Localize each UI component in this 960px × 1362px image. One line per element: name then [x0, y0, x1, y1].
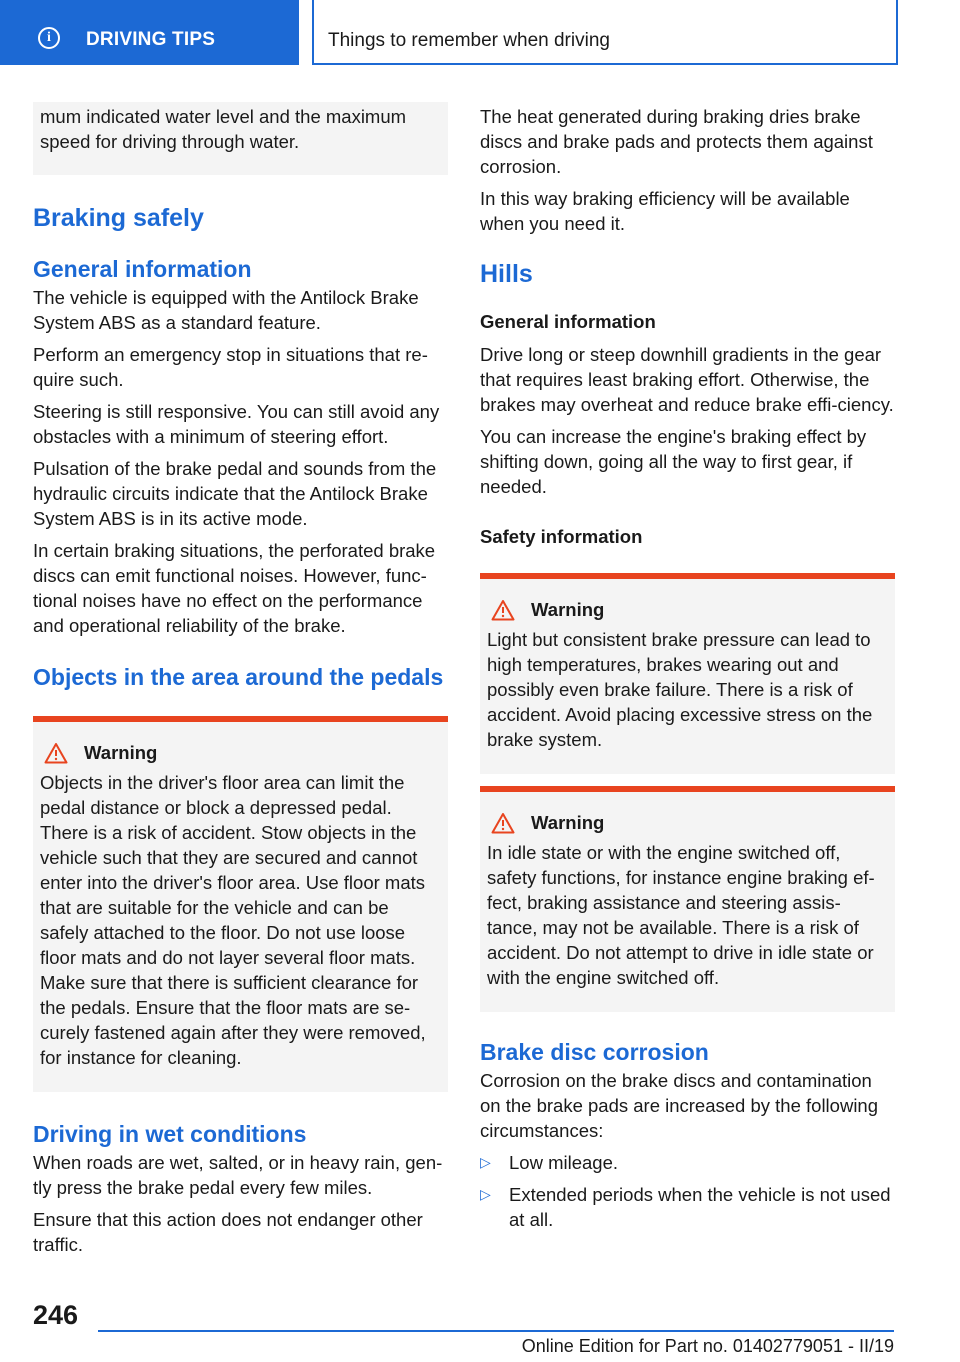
paragraph: When roads are wet, salted, or in heavy rain, gen‐tly press the brake pedal every few miles.: [33, 1152, 443, 1198]
list-item-text: Extended periods when the vehicle is not used at all.: [509, 1184, 891, 1230]
list-item-text: Low mileage.: [509, 1152, 619, 1173]
warning-title: Warning: [531, 812, 605, 833]
paragraph: In this way braking efficiency will be available when you need it.: [480, 188, 850, 234]
page-title: Things to remember when driving: [328, 30, 610, 51]
warning-box: [480, 786, 895, 1012]
heading-safety-information: Safety information: [480, 526, 643, 547]
section-tab: [0, 0, 299, 65]
warning-title: Warning: [531, 599, 605, 620]
paragraph: Steering is still responsive. You can still avoid any obstacles with a minimum of steering effort.: [33, 401, 440, 447]
paragraph: Ensure that this action does not endanger other traffic.: [33, 1209, 423, 1255]
heading-braking-safely: Braking safely: [33, 204, 204, 232]
page-number: 246: [33, 1300, 79, 1330]
paragraph: The heat generated during braking dries brake discs and brake pads and protects them against corrosion.: [480, 106, 873, 177]
warning-header: [487, 812, 888, 834]
warning-text: Light but consistent brake pressure can lead to high temperatures, brakes wearing out and possibly even brake failure. There is a risk of accident. Avoid placing excessive stress on the brake system.: [487, 629, 873, 750]
heading-driving-wet-conditions: Driving in wet conditions: [33, 1121, 307, 1147]
warning-box: [33, 716, 448, 1092]
paragraph: In certain braking situations, the perforated brake discs can emit functional noises. However, func‐tional noises have no effect on the performance and operational reliability of the brake.: [33, 540, 436, 636]
paragraph: You can increase the engine's braking effect by shifting down, going all the way to first gear, if needed.: [480, 426, 867, 497]
paragraph: Drive long or steep downhill gradients in the gear that requires least braking effort. Otherwise, the brakes may overheat and reduce brake effi‐ciency.: [480, 344, 894, 415]
continued-note-box: [33, 102, 448, 175]
paragraph: Perform an emergency stop in situations that re‐quire such.: [33, 344, 428, 390]
list-item: [480, 1182, 895, 1232]
heading-objects-around-pedals: Objects in the area around the pedals: [33, 664, 444, 690]
right-column: [480, 102, 895, 1232]
bullet-triangle-icon: ▷: [480, 1186, 491, 1202]
bullet-triangle-icon: ▷: [480, 1154, 491, 1170]
warning-box: [480, 573, 895, 774]
paragraph: The vehicle is equipped with the Antilock Brake System ABS as a standard feature.: [33, 287, 419, 333]
paragraph: Pulsation of the brake pedal and sounds from the hydraulic circuits indicate that the Antilock Brake System ABS is in its active mode.: [33, 458, 437, 529]
warning-text: Objects in the driver's floor area can limit the pedal distance or block a depressed pedal. There is a risk of accident. Stow objects in the vehicle such that they are secured and cannot enter into the driver's floor area. Use floor mats that are suitable for the vehicle and can be safely attached to the floor. Do not use loose floor mats and do not layer several floor mats. Make sure that there is sufficient clearance for the pedals. Ensure that the floor mats are se‐curely fastened again after they were removed, for instance for cleaning.: [40, 772, 426, 1068]
warning-header: [487, 599, 888, 621]
heading-general-information: General information: [480, 311, 656, 332]
continued-note-text: mum indicated water level and the maximum speed for driving through water.: [40, 106, 407, 152]
edition-note: Online Edition for Part no. 01402779051 - II/19: [521, 1336, 894, 1356]
footer-divider: [98, 1330, 894, 1332]
warning-triangle-icon: [44, 742, 68, 764]
heading-hills: Hills: [480, 260, 533, 288]
section-tab-label: DRIVING TIPS: [86, 29, 216, 50]
warning-text: In idle state or with the engine switched off, safety functions, for instance engine braking ef‐fect, braking assistance and steering assis‐tance, may not be available. There is a risk of accident. Do not attempt to drive in idle state or with the engine switched off.: [487, 842, 875, 988]
heading-brake-disc-corrosion: Brake disc corrosion: [480, 1039, 709, 1065]
heading-general-information: General information: [33, 256, 252, 282]
warning-triangle-icon: [491, 599, 515, 621]
warning-triangle-icon: [491, 812, 515, 834]
left-column: [33, 102, 448, 1257]
warning-header: [40, 742, 441, 764]
paragraph: Corrosion on the brake discs and contamination on the brake pads are increased by the following circumstances:: [480, 1070, 879, 1141]
header-title-box: [312, 0, 898, 65]
info-icon: i: [38, 27, 60, 49]
warning-title: Warning: [84, 742, 158, 763]
list-item: [480, 1150, 895, 1175]
